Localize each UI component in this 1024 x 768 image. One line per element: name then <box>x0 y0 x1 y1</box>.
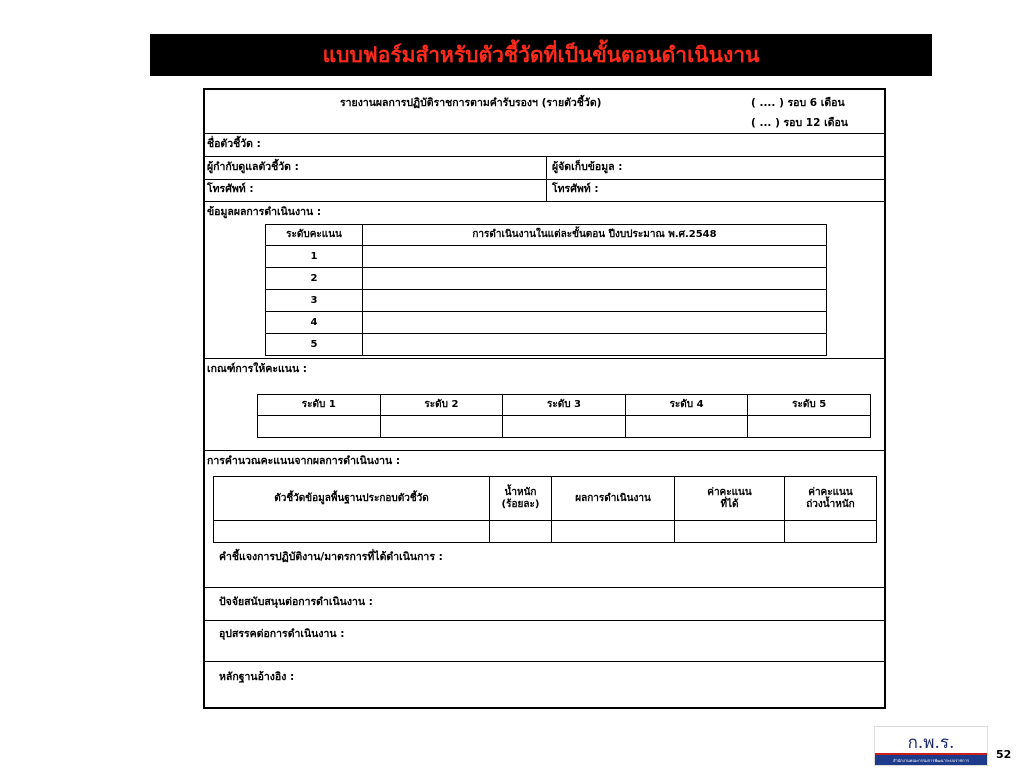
data-collector-label: ผู้จัดเก็บข้อมูล : <box>552 161 623 173</box>
criteria-cell[interactable] <box>748 416 871 438</box>
divider <box>205 179 884 180</box>
criteria-table <box>257 394 871 438</box>
level-row-number: 2 <box>266 268 363 290</box>
divider <box>205 201 884 202</box>
divider <box>205 620 884 621</box>
criteria-cell[interactable] <box>503 416 626 438</box>
calc-weighted-line2: ถ่วงน้ำหนัก <box>806 498 855 510</box>
divider <box>205 661 884 662</box>
calc-weight-line2: (ร้อยละ) <box>501 498 540 510</box>
explanation-label: คำชี้แจงการปฏิบัติงาน/มาตรการที่ได้ดำเนินการ : <box>219 551 443 563</box>
column-divider <box>546 156 547 201</box>
level-row-number: 3 <box>266 290 363 312</box>
phone-label-right: โทรศัพท์ : <box>552 183 599 195</box>
indicator-report-form <box>203 88 886 709</box>
calc-weight-line1: น้ำหนัก <box>504 486 537 498</box>
calc-weighted-header <box>785 477 877 521</box>
level-header: ระดับคะแนน <box>266 225 363 246</box>
calc-weight-header <box>490 477 552 521</box>
criteria-level-1-header: ระดับ 1 <box>258 395 381 416</box>
level-row-cell[interactable] <box>363 268 827 290</box>
opdc-logo <box>874 726 988 766</box>
divider <box>205 156 884 157</box>
divider <box>205 587 884 588</box>
level-row-cell[interactable] <box>363 312 827 334</box>
calc-result-header: ผลการดำเนินงาน <box>552 477 675 521</box>
level-description-header: การดำเนินงานในแต่ละขั้นตอน ปีงบประมาณ พ.ศ.2548 <box>363 225 827 246</box>
level-row-number: 4 <box>266 312 363 334</box>
supervisor-label: ผู้กำกับดูแลตัวชี้วัด : <box>207 161 299 173</box>
calc-weighted-line1: ค่าคะแนน <box>808 486 853 498</box>
criteria-level-4-header: ระดับ 4 <box>625 395 748 416</box>
report-title: รายงานผลการปฏิบัติราชการตามคำรับรองฯ (รายตัวชี้วัด) <box>340 97 602 109</box>
round-12-months: ( ... ) รอบ 12 เดือน <box>751 117 848 129</box>
level-table <box>265 224 827 356</box>
calc-score-line1: ค่าคะแนน <box>707 486 752 498</box>
level-row-cell[interactable] <box>363 246 827 268</box>
calc-cell[interactable] <box>675 521 785 543</box>
level-row-number: 5 <box>266 334 363 356</box>
criteria-level-5-header: ระดับ 5 <box>748 395 871 416</box>
calculation-table <box>213 476 877 543</box>
divider <box>205 450 884 451</box>
criteria-cell[interactable] <box>625 416 748 438</box>
criteria-cell[interactable] <box>258 416 381 438</box>
logo-subtitle: สำนักงานคณะกรรมการพัฒนาระบบราชการ <box>892 758 969 763</box>
slide-title: แบบฟอร์มสำหรับตัวชี้วัดที่เป็นขั้นตอนดำเนินงาน <box>150 34 932 76</box>
calc-score-header <box>675 477 785 521</box>
level-row-cell[interactable] <box>363 334 827 356</box>
obstacles-label: อุปสรรคต่อการดำเนินงาน : <box>219 628 345 640</box>
divider <box>205 358 884 359</box>
criteria-level-2-header: ระดับ 2 <box>380 395 503 416</box>
level-row-cell[interactable] <box>363 290 827 312</box>
divider <box>205 133 884 134</box>
criteria-cell[interactable] <box>380 416 503 438</box>
calc-cell[interactable] <box>490 521 552 543</box>
logo-bar <box>875 753 987 765</box>
logo-text: ก.พ.ร. <box>907 733 955 753</box>
criteria-level-3-header: ระดับ 3 <box>503 395 626 416</box>
supporting-factors-label: ปัจจัยสนับสนุนต่อการดำเนินงาน : <box>219 596 373 608</box>
calc-cell[interactable] <box>214 521 490 543</box>
calc-indicator-header: ตัวชี้วัดข้อมูลพื้นฐานประกอบตัวชี้วัด <box>214 477 490 521</box>
indicator-name-label: ชื่อตัวชี้วัด : <box>207 138 261 150</box>
criteria-label: เกณฑ์การให้คะแนน : <box>207 363 307 375</box>
calc-score-line2: ที่ได้ <box>720 498 739 510</box>
calc-cell[interactable] <box>552 521 675 543</box>
calculation-label: การคำนวณคะแนนจากผลการดำเนินงาน : <box>207 455 401 467</box>
performance-data-label: ข้อมูลผลการดำเนินงาน : <box>207 206 322 218</box>
phone-label-left: โทรศัพท์ : <box>207 183 254 195</box>
evidence-label: หลักฐานอ้างอิง : <box>219 671 295 683</box>
round-6-months: ( .... ) รอบ 6 เดือน <box>751 97 845 109</box>
calc-cell[interactable] <box>785 521 877 543</box>
page-number: 52 <box>996 748 1012 761</box>
level-row-number: 1 <box>266 246 363 268</box>
